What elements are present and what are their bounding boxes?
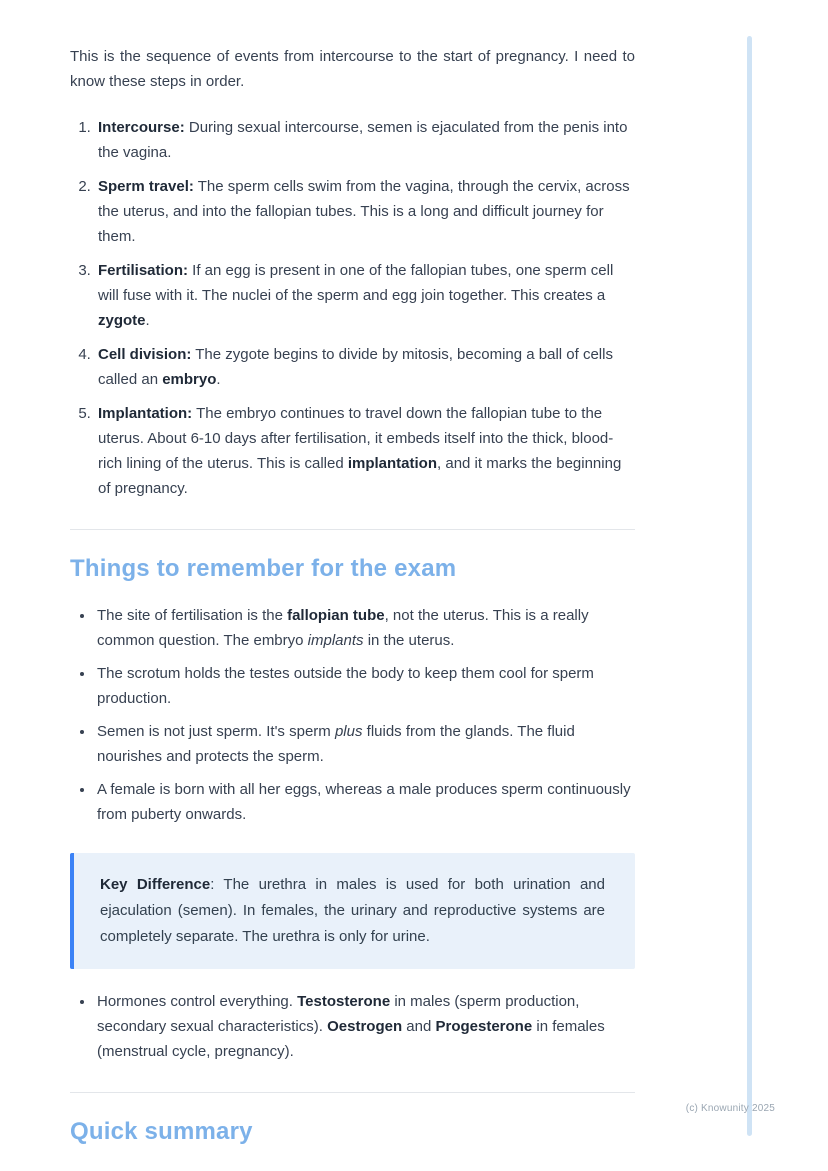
text-segment: Intercourse: — [98, 119, 185, 136]
text-segment: A female is born with all her eggs, whereas a male produces sperm continuously from puberty onwards. — [97, 781, 631, 823]
steps-list — [70, 115, 635, 501]
step-item-cell-division — [95, 342, 635, 392]
text-segment: If an egg is present in one of the fallopian tubes, one sperm cell will fuse with it. The nuclei of the sperm and egg join together. This creates a — [98, 262, 614, 304]
step-item-implantation — [95, 401, 635, 501]
tip-item-hormones — [95, 989, 635, 1064]
tip-item-fertilisation-site — [95, 603, 635, 653]
text-segment: : The urethra in males is used for both urination and ejaculation (semen). In females, the urinary and reproductive systems are completely separate. The urethra is only for urine. — [100, 876, 605, 945]
text-segment: Oestrogen — [327, 1018, 403, 1035]
text-segment: Hormones control everything. — [97, 993, 298, 1010]
text-segment: , not the uterus. This is a really common question. The embryo — [97, 607, 589, 649]
hormones-list — [70, 989, 635, 1064]
text-segment: Sperm travel: — [98, 178, 194, 195]
text-segment: Cell division: — [98, 346, 192, 363]
text-segment: Testosterone — [297, 993, 391, 1010]
key-difference-callout — [70, 853, 635, 969]
step-item-fertilisation — [95, 258, 635, 333]
text-segment: , and it marks the beginning of pregnancy. — [98, 455, 622, 497]
section-divider-bottom — [70, 1092, 635, 1093]
tip-item-eggs-vs-sperm — [95, 777, 635, 827]
exam-section-heading: Things to remember for the exam — [70, 555, 457, 582]
text-segment: in males (sperm production, secondary sexual characteristics). — [97, 993, 580, 1035]
exam-tips-list — [70, 603, 635, 827]
text-segment: in females (menstrual cycle, pregnancy). — [97, 1018, 605, 1060]
text-segment: plus — [334, 723, 363, 740]
text-segment: Semen is not just sperm. It's sperm — [97, 723, 335, 740]
copyright-footer: (c) Knowunity 2025 — [685, 1103, 775, 1114]
intro-paragraph: This is the sequence of events from intercourse to the start of pregnancy. I need to know these steps in order. — [70, 48, 635, 90]
text-segment: embryo — [162, 371, 217, 388]
text-segment: The zygote begins to divide by mitosis, becoming a ball of cells called an — [98, 346, 613, 388]
text-segment: implantation — [347, 455, 438, 472]
text-segment: Key Difference — [100, 876, 211, 893]
text-segment: and — [402, 1018, 436, 1035]
text-segment: . — [216, 371, 221, 388]
section-divider-top — [70, 529, 635, 530]
tip-item-semen — [95, 719, 635, 769]
text-segment: Progesterone — [435, 1018, 533, 1035]
text-segment: fluids from the glands. The fluid nourishes and protects the sperm. — [97, 723, 575, 765]
text-segment: During sexual intercourse, semen is ejaculated from the penis into the vagina. — [98, 119, 628, 161]
page-edge-accent — [747, 36, 752, 1136]
text-segment: in the uterus. — [363, 632, 455, 649]
callout-text — [100, 872, 605, 950]
text-segment: fallopian tube — [287, 607, 385, 624]
tip-item-scrotum — [95, 661, 635, 711]
text-segment: zygote — [98, 312, 146, 329]
page-content — [70, 44, 635, 1146]
text-segment: The scrotum holds the testes outside the body to keep them cool for sperm production. — [97, 665, 594, 707]
text-segment: The embryo continues to travel down the fallopian tube to the uterus. About 6-10 days after fertilisation, it embeds itself into the thick, blood-rich lining of the uterus. This is called — [98, 405, 614, 472]
step-item-sperm-travel — [95, 174, 635, 249]
summary-section-heading: Quick summary — [70, 1118, 253, 1145]
text-segment: Implantation: — [98, 405, 193, 422]
text-segment: Fertilisation: — [98, 262, 189, 279]
text-segment: implants — [307, 632, 364, 649]
text-segment: . — [145, 312, 150, 329]
step-item-intercourse — [95, 115, 635, 165]
text-segment: The site of fertilisation is the — [97, 607, 288, 624]
text-segment: The sperm cells swim from the vagina, through the cervix, across the uterus, and into the fallopian tubes. This is a long and difficult journey for them. — [98, 178, 630, 245]
